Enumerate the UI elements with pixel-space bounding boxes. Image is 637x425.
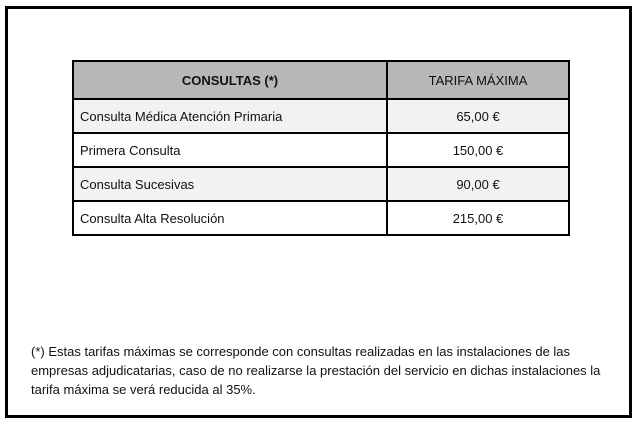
row-concepto: Primera Consulta bbox=[73, 133, 387, 167]
row-concepto: Consulta Alta Resolución bbox=[73, 201, 387, 235]
row-concepto: Consulta Sucesivas bbox=[73, 167, 387, 201]
header-consultas: CONSULTAS (*) bbox=[73, 61, 387, 99]
header-tarifa-maxima: TARIFA MÁXIMA bbox=[387, 61, 569, 99]
document-frame bbox=[5, 6, 632, 418]
row-tarifa: 65,00 € bbox=[387, 99, 569, 133]
table-row bbox=[73, 99, 569, 133]
footnote: (*) Estas tarifas máximas se corresponde con consultas realizadas en las instalaciones de las empresas adjudicatarias, caso de no realizarse la prestación del servicio en dichas instalaciones la tarifa máxima se verá reducida al 35%. bbox=[31, 344, 601, 397]
row-tarifa: 215,00 € bbox=[387, 201, 569, 235]
row-tarifa: 150,00 € bbox=[387, 133, 569, 167]
table-row bbox=[73, 201, 569, 235]
row-tarifa: 90,00 € bbox=[387, 167, 569, 201]
table-row bbox=[73, 133, 569, 167]
table-row bbox=[73, 167, 569, 201]
tarifas-table bbox=[72, 60, 570, 236]
table-header-row bbox=[73, 61, 569, 99]
row-concepto: Consulta Médica Atención Primaria bbox=[73, 99, 387, 133]
